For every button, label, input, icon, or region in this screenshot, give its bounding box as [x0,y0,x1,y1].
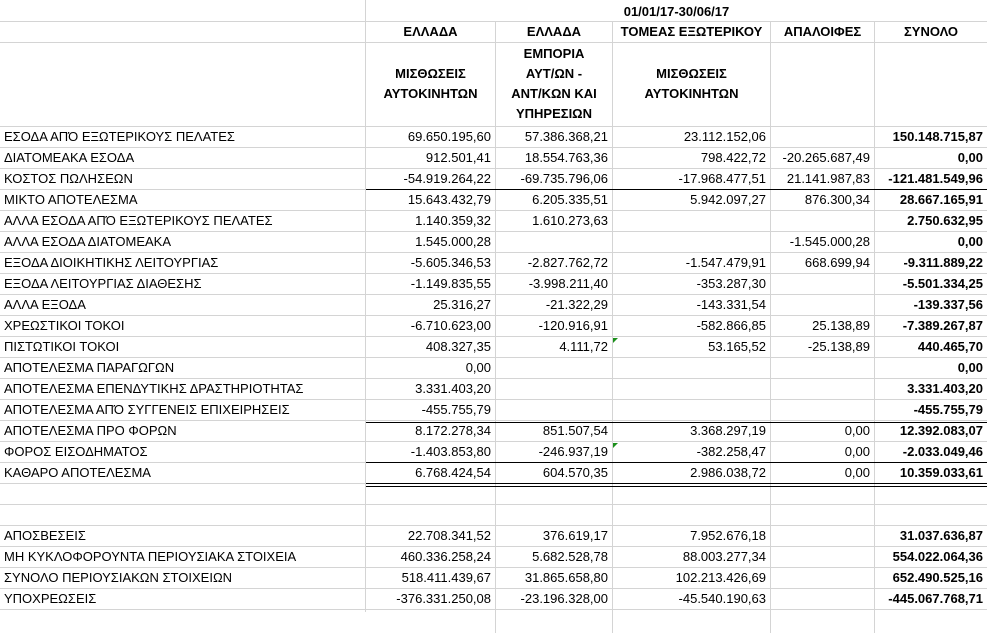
row-label[interactable]: ΑΛΛΑ ΕΣΟΔΑ ΑΠΌ ΕΞΩΤΕΡΙΚΟΥΣ ΠΕΛΑΤΕΣ [4,213,273,228]
value-cell[interactable]: 3.331.403,20 [415,381,491,396]
value-cell[interactable]: 25.316,27 [433,297,491,312]
row-label[interactable]: ΔΙΑΤΟΜΕΑΚΑ ΕΣΟΔΑ [4,150,135,165]
value-cell[interactable] [771,505,874,525]
gridline [0,42,987,43]
row-label[interactable]: ΑΛΛΑ ΕΣΟΔΑ ΔΙΑΤΟΜΕΑΚΑ [4,234,172,249]
value-cell[interactable]: 668.699,94 [804,255,870,270]
total-cell[interactable] [875,505,987,525]
row-label[interactable]: ΥΠΟΧΡΕΩΣΕΙΣ [4,591,97,606]
value-cell[interactable] [771,526,874,546]
value-cell[interactable] [771,589,874,609]
row-label[interactable]: ΠΙΣΤΩΤΙΚΟΙ ΤΟΚΟΙ [4,339,120,354]
period-header: 01/01/17-30/06/17 [623,4,730,19]
value-cell[interactable]: -25.138,89 [807,339,870,354]
cell-error-marker [613,443,618,448]
total-cell[interactable]: 652.490.525,16 [892,570,983,585]
value-cell[interactable]: 57.386.368,21 [524,129,608,144]
value-cell[interactable] [366,484,495,504]
column-header-5: ΣΥΝΟΛΟ [903,24,959,39]
value-cell[interactable] [771,127,874,147]
value-cell[interactable]: 31.865.658,80 [524,570,608,585]
total-cell[interactable]: 0,00 [957,150,983,165]
row-label[interactable]: ΕΣΟΔΑ ΑΠΌ ΕΞΩΤΕΡΙΚΟΥΣ ΠΕΛΑΤΕΣ [4,129,235,144]
value-cell[interactable]: 102.213.426,69 [675,570,766,585]
value-cell[interactable] [496,379,612,399]
row-border [366,486,987,487]
total-cell[interactable]: 0,00 [957,360,983,375]
value-cell[interactable]: 18.554.763,36 [524,150,608,165]
value-cell[interactable] [496,232,612,252]
total-cell[interactable]: 3.331.403,20 [907,381,983,396]
value-cell[interactable]: 851.507,54 [542,423,608,438]
value-cell[interactable]: 1.545.000,28 [415,234,491,249]
value-cell[interactable]: 1.140.359,32 [415,213,491,228]
value-cell[interactable]: -54.919.264,22 [403,171,491,186]
value-cell[interactable]: 2.986.038,72 [690,465,766,480]
row-label[interactable]: ΕΞΟΔΑ ΔΙΟΙΚΗΤΙΚΗΣ ΛΕΙΤΟΥΡΓΙΑΣ [4,255,219,270]
value-cell[interactable]: -17.968.477,51 [678,171,766,186]
value-cell[interactable]: 460.336.258,24 [400,549,491,564]
value-cell[interactable] [496,484,612,504]
value-cell[interactable]: 518.411.439,67 [401,570,491,585]
value-cell[interactable]: 6.205.335,51 [532,192,608,207]
value-cell[interactable]: 5.682.528,78 [532,549,608,564]
value-cell[interactable]: 3.368.297,19 [690,423,766,438]
value-cell[interactable] [771,400,874,420]
total-cell[interactable]: 12.392.083,07 [899,423,983,438]
value-cell[interactable]: 408.327,35 [425,339,491,354]
value-cell[interactable] [613,484,770,504]
row-label[interactable]: ΚΟΣΤΟΣ ΠΩΛΗΣΕΩΝ [4,171,133,186]
value-cell[interactable]: -1.149.835,55 [410,276,491,291]
value-cell[interactable]: 7.952.676,18 [690,528,766,543]
value-cell[interactable] [771,274,874,294]
column-header-3: ΤΟΜΕΑΣ ΕΞΩΤΕΡΙΚΟΥ [620,24,763,39]
row-label[interactable]: ΑΠΟΣΒΕΣΕΙΣ [4,528,86,543]
gridline [0,609,987,610]
value-cell[interactable]: -353.287,30 [696,276,766,291]
row-label[interactable]: ΑΠΟΤΕΛΕΣΜΑ ΕΠΕΝΔΥΤΙΚΗΣ ΔΡΑΣΤΗΡΙΟΤΗΤΑΣ [4,381,304,396]
segment-header-3 [613,64,770,104]
segment-line: ΜΙΣΘΩΣΕΙΣ [395,66,466,81]
total-cell[interactable]: 554.022.064,36 [892,549,983,564]
value-cell[interactable]: 25.138,89 [812,318,870,333]
total-cell[interactable]: -121.481.549,96 [888,171,983,186]
cell-error-marker [613,338,618,343]
value-cell[interactable]: 23.112.152,06 [683,129,766,144]
value-cell[interactable] [771,484,874,504]
segment-header-2 [496,44,612,124]
row-label[interactable]: ΧΡΕΩΣΤΙΚΟΙ ΤΟΚΟΙ [4,318,125,333]
value-cell[interactable] [613,232,770,252]
segment-line: ΥΠΗΡΕΣΙΩΝ [515,106,592,121]
value-cell[interactable] [771,358,874,378]
row-label[interactable]: ΚΑΘΑΡΟ ΑΠΟΤΕΛΕΣΜΑ [4,465,151,480]
total-cell[interactable]: 28.667.165,91 [899,192,983,207]
value-cell[interactable]: 0,00 [844,444,870,459]
row-border [366,483,987,484]
value-cell[interactable]: 8.172.278,34 [415,423,491,438]
value-cell[interactable]: -1.545.000,28 [789,234,870,249]
value-cell[interactable]: -455.755,79 [421,402,491,417]
column-header-2: ΕΛΛΑΔΑ [526,24,582,39]
value-cell[interactable] [496,400,612,420]
row-border [366,189,987,190]
total-cell[interactable]: 10.359.033,61 [899,465,983,480]
value-cell[interactable]: -143.331,54 [696,297,766,312]
segment-line: ΑΥΤ/ΩΝ - [525,66,583,81]
value-cell[interactable]: 4.111,72 [559,339,608,354]
row-border [366,462,987,463]
column-header-1: ΕΛΛΑΔΑ [403,24,458,39]
total-cell[interactable]: -5.501.334,25 [902,276,983,291]
segment-line: ΑΥΤΟΚΙΝΗΤΩΝ [383,86,478,101]
segment-line: ΑΥΤΟΚΙΝΗΤΩΝ [644,86,739,101]
value-cell[interactable]: -6.710.623,00 [410,318,491,333]
row-label[interactable] [4,484,364,504]
total-cell[interactable]: -2.033.049,46 [902,444,983,459]
value-cell[interactable]: 604.570,35 [542,465,608,480]
value-cell[interactable] [613,358,770,378]
value-cell[interactable]: 0,00 [844,465,870,480]
row-label[interactable]: ΣΥΝΟΛΟ ΠΕΡΙΟΥΣΙΑΚΩΝ ΣΤΟΙΧΕΙΩΝ [4,570,233,585]
value-cell[interactable] [496,358,612,378]
value-cell[interactable]: 88.003.277,34 [682,549,766,564]
row-label[interactable]: ΦΟΡΟΣ ΕΙΣΟΔΗΜΑΤΟΣ [4,444,148,459]
value-cell[interactable]: -1.547.479,91 [685,255,766,270]
value-cell[interactable]: 5.942.097,27 [690,192,766,207]
total-cell[interactable]: 31.037.636,87 [899,528,983,543]
total-cell[interactable]: -445.067.768,71 [888,591,983,606]
value-cell[interactable]: -120.916,91 [538,318,608,333]
row-label[interactable]: ΑΛΛΑ ΕΞΟΔΑ [4,297,86,312]
total-cell[interactable]: -7.389.267,87 [902,318,983,333]
total-cell[interactable] [875,484,987,504]
value-cell[interactable] [366,505,495,525]
value-cell[interactable] [496,505,612,525]
total-cell[interactable]: -139.337,56 [913,297,983,312]
value-cell[interactable]: 798.422,72 [700,150,766,165]
value-cell[interactable]: 53.165,52 [708,339,766,354]
value-cell[interactable]: 6.768.424,54 [415,465,491,480]
value-cell[interactable]: -20.265.687,49 [782,150,870,165]
value-cell[interactable]: -69.735.796,06 [520,171,608,186]
value-cell[interactable] [771,379,874,399]
total-cell[interactable]: 0,00 [957,234,983,249]
row-label[interactable]: ΜΗ ΚΥΚΛΟΦΟΡΟΥΝΤΑ ΠΕΡΙΟΥΣΙΑΚΑ ΣΤΟΙΧΕΙΑ [4,549,297,564]
value-cell[interactable]: -45.540.190,63 [678,591,766,606]
value-cell[interactable]: 0,00 [844,423,870,438]
value-cell[interactable] [771,568,874,588]
row-label[interactable]: ΜΙΚΤΟ ΑΠΟΤΕΛΕΣΜΑ [4,192,138,207]
row-border [366,422,987,423]
value-cell[interactable] [771,547,874,567]
value-cell[interactable] [613,400,770,420]
value-cell[interactable]: 22.708.341,52 [407,528,491,543]
value-cell[interactable]: -382.258,47 [696,444,766,459]
value-cell[interactable] [771,295,874,315]
value-cell[interactable]: 876.300,34 [804,192,870,207]
value-cell[interactable]: 912.501,41 [425,150,491,165]
value-cell[interactable]: -246.937,19 [538,444,608,459]
total-cell[interactable]: 2.750.632,95 [907,213,983,228]
value-cell[interactable] [771,211,874,231]
value-cell[interactable]: -5.605.346,53 [410,255,491,270]
value-cell[interactable] [613,379,770,399]
segment-header-1 [366,64,495,104]
total-cell[interactable]: -455.755,79 [913,402,983,417]
row-label[interactable]: ΕΞΟΔΑ ΛΕΙΤΟΥΡΓΙΑΣ ΔΙΑΘΕΣΗΣ [4,276,202,291]
row-label[interactable]: ΑΠΟΤΕΛΕΣΜΑ ΑΠΌ ΣΥΓΓΕΝΕΙΣ ΕΠΙΧΕΙΡΗΣΕΙΣ [4,402,290,417]
row-label[interactable]: ΑΠΟΤΕΛΕΣΜΑ ΠΡΟ ΦΟΡΩΝ [4,423,177,438]
value-cell[interactable] [613,505,770,525]
value-cell[interactable]: 0,00 [465,360,491,375]
value-cell[interactable]: -23.196.328,00 [520,591,608,606]
value-cell[interactable]: 1.610.273,63 [532,213,608,228]
column-header-4: ΑΠΑΛΟΙΦΕΣ [783,24,862,39]
segment-line: ΕΜΠΟΡΙΑ [523,46,585,61]
value-cell[interactable]: 376.619,17 [542,528,608,543]
row-label[interactable]: ΑΠΟΤΕΛΕΣΜΑ ΠΑΡΑΓΩΓΩΝ [4,360,175,375]
value-cell[interactable]: -1.403.853,80 [410,444,491,459]
total-cell[interactable]: 440.465,70 [917,339,983,354]
value-cell[interactable]: 15.643.432,79 [407,192,491,207]
value-cell[interactable]: 69.650.195,60 [407,129,491,144]
value-cell[interactable]: -376.331.250,08 [396,591,491,606]
value-cell[interactable]: -21.322,29 [545,297,608,312]
value-cell[interactable]: -582.866,85 [696,318,766,333]
row-label[interactable] [4,505,364,525]
total-cell[interactable]: -9.311.889,22 [903,255,983,270]
segment-line: ΜΙΣΘΩΣΕΙΣ [656,66,727,81]
segment-line: ΑΝΤ/ΚΩΝ ΚΑΙ [511,86,597,101]
value-cell[interactable]: -2.827.762,72 [527,255,608,270]
value-cell[interactable]: 21.141.987,83 [786,171,870,186]
total-cell[interactable]: 150.148.715,87 [892,129,983,144]
value-cell[interactable]: -3.998.211,40 [528,276,608,291]
value-cell[interactable] [613,211,770,231]
